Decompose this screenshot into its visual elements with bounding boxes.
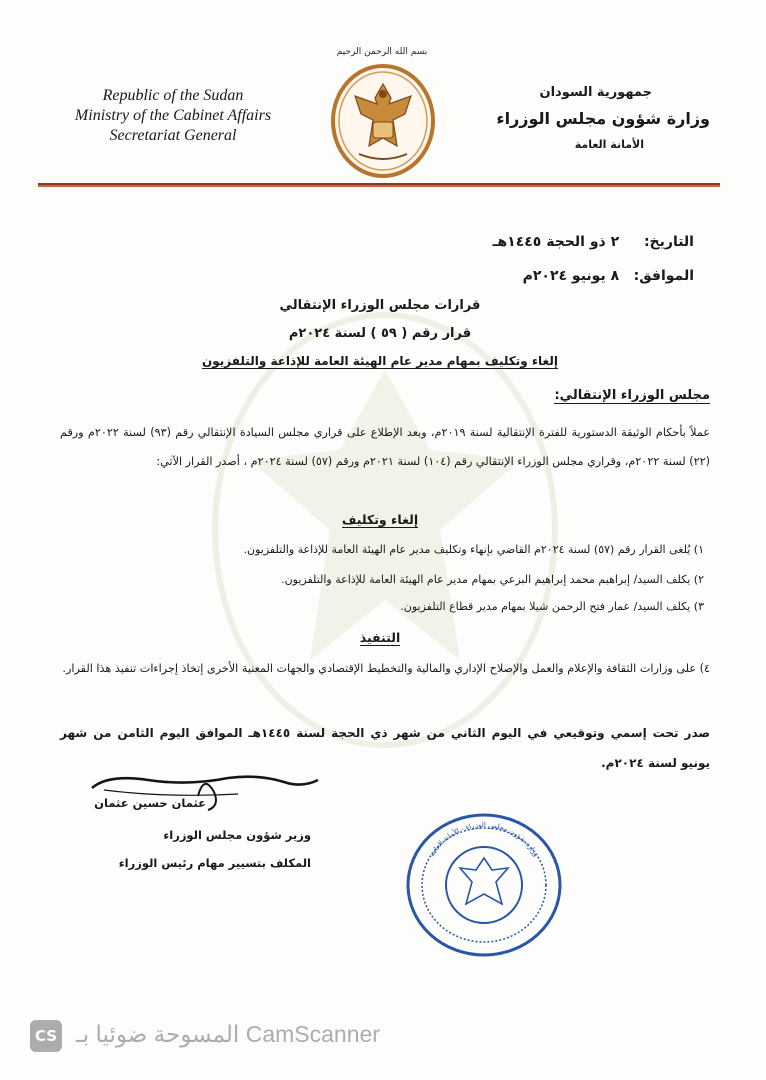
list-item: ٢) يكلف السيد/ إبراهيم محمد إبراهيم البزعي بمهام مدير عام الهيئة العامة للإذاعة والتلفزيون. xyxy=(281,573,704,586)
section-heading-text: إلغاء وتكليف xyxy=(341,512,419,527)
signatory-title: وزير شؤون مجلس الوزراء xyxy=(163,828,311,842)
bismillah-text: بسم الله الرحمن الرحيم xyxy=(336,47,428,57)
letterhead-line: الأمانة العامة xyxy=(574,138,644,151)
execution-heading xyxy=(150,630,610,645)
official-stamp xyxy=(404,810,564,960)
list-item: ١) يُلغى القرار رقم (٥٧) لسنة ٢٠٢٤م القاضي بإنهاء وتكليف مدير عام الهيئة العامة للإذاعة والتلفزيون. xyxy=(243,543,704,556)
bismillah-calligraphy xyxy=(336,38,428,60)
closing-paragraph: صدر تحت إسمي وتوقيعي في اليوم الثاني من شهر ذي الحجة لسنة ١٤٤٥هـ الموافق اليوم الثامن من شهر يونيو لسنة ٢٠٢٤م. xyxy=(60,726,710,770)
stamp-text: وزارة شؤون مجلس الوزراء - الأمانة العامة xyxy=(427,820,541,859)
council-heading-text: مجلس الوزراء الإنتقالي: xyxy=(554,388,710,403)
letterhead-line: Secretariat General xyxy=(109,127,237,144)
camscanner-text: المسوحة ضوئيا بـ CamScanner xyxy=(76,1021,380,1047)
date-label: التاريخ: xyxy=(643,234,694,250)
council-heading xyxy=(554,388,710,403)
header-divider xyxy=(38,183,720,187)
english-letterhead xyxy=(58,86,288,146)
arabic-letterhead xyxy=(470,80,710,158)
date-value: ٢ ذو الحجة ١٤٤٥هـ xyxy=(492,234,620,250)
resolution-title: قرارات مجلس الوزراء الإنتقالي xyxy=(279,298,481,313)
letterhead-line: Republic of the Sudan xyxy=(102,87,244,104)
resolution-number: قرار رقم ( ٥٩ ) لسنة ٢٠٢٤م xyxy=(288,326,472,341)
section-heading xyxy=(150,512,610,527)
signatory-role: المكلف بتسيير مهام رئيس الوزراء xyxy=(118,856,311,870)
resolution-subject-text: إلغاء وتكليف بمهام مدير عام الهيئة العامة للإذاعة والتلفزيون xyxy=(202,354,558,368)
execution-paragraph: ٤) على وزارات الثقافة والإعلام والعمل والإصلاح الإداري والمالية والتخطيط الإقتصادي والجهات المعنية الأخرى إتخاذ إجراءات تنفيذ هذا القرار. xyxy=(62,662,710,675)
preamble-paragraph: عملاً بأحكام الوثيقة الدستورية للفترة الإنتقالية لسنة ٢٠١٩م، وبعد الإطلاع على قراري مجلس السيادة الإنتقالي رقم (٩٣) لسنة ٢٠٢٢م ورقم (٢٢) لسنة ٢٠٢٢م، وقراري مجلس الوزراء الإنتقالي رقم (١٠٤) لسنة ٢٠٢١م ورقم (٥٧) لسنة ٢٠٢٤م ، أصدر القرار الآتي: xyxy=(60,426,710,468)
list-item: ٣) يكلف السيد/ عمار فتح الرحمن شيلا بمهام مدير قطاع التلفزيون. xyxy=(400,600,704,613)
gregorian-date-row xyxy=(523,268,694,284)
camscanner-footer xyxy=(30,1018,440,1054)
letterhead-line: Ministry of the Cabinet Affairs xyxy=(74,107,272,124)
sudan-emblem xyxy=(331,64,435,178)
camscanner-logo-icon: CS xyxy=(30,1020,62,1052)
gregorian-label: الموافق: xyxy=(633,268,694,284)
letterhead-line: جمهورية السودان xyxy=(539,85,652,100)
execution-heading-text: التنفيذ xyxy=(359,630,401,645)
resolution-subject xyxy=(150,354,610,368)
signatory-name: عثمان حسين عثمان xyxy=(94,796,206,810)
watermark-emblem xyxy=(200,300,570,760)
letterhead-line: وزارة شؤون مجلس الوزراء xyxy=(496,109,710,128)
gregorian-value: ٨ يونيو ٢٠٢٤م xyxy=(522,268,620,284)
hijri-date-row xyxy=(493,234,694,250)
